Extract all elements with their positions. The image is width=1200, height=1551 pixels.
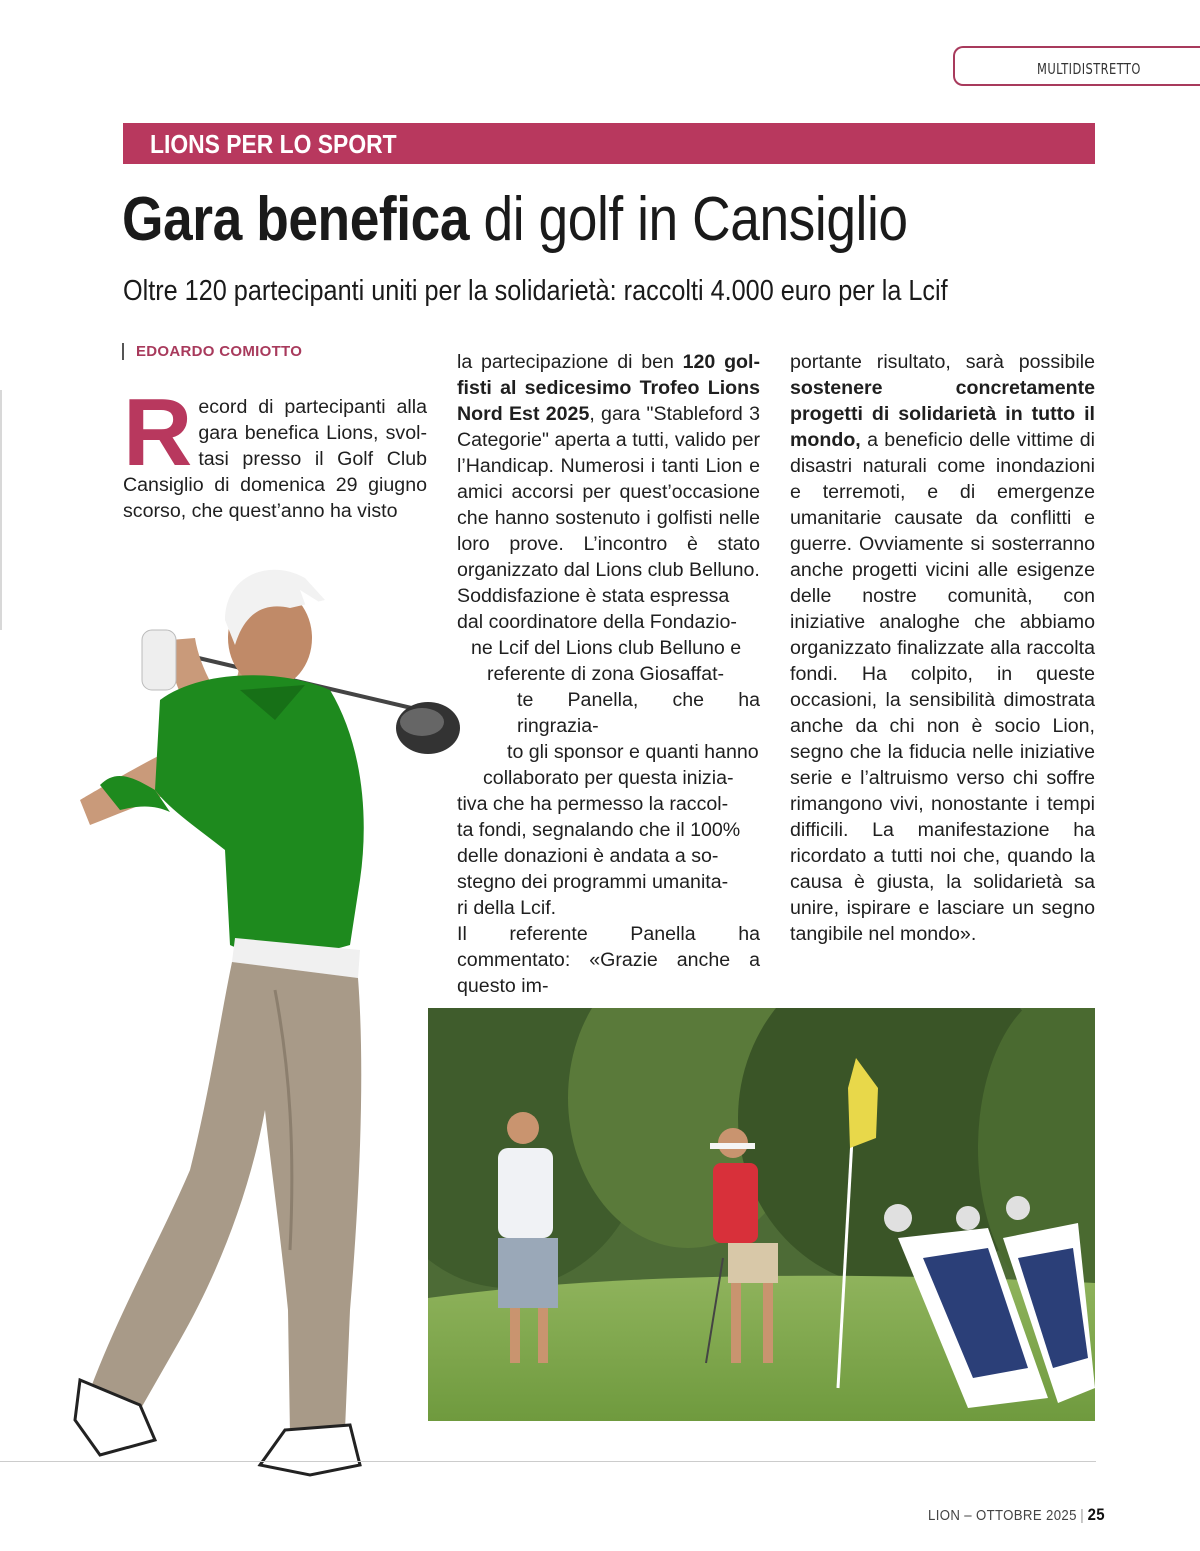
column-3 — [790, 349, 1095, 947]
edge-mark — [0, 390, 2, 630]
title-bold: Gara benefica — [122, 185, 470, 254]
footer-separator: | — [1080, 1507, 1085, 1524]
footer-publication: LION – OTTOBRE 2025 — [928, 1507, 1077, 1524]
col3-para: portante risultato, sarà possibile sostenere concretamente progetti di solidarietà in tutto il mondo, a beneficio delle vittime di disastri naturali come inondazioni e terremoti, e di emergenze umanitarie causate da conflitti e guerre. Ovviamente si sosterranno anche progetti vicini alle esigenze delle nostre comunità, con iniziative analoghe che abbiamo organizzato finalizzate alla raccolta fondi. Ha colpito, in queste occasioni, la sensibilità dimostrata anche da chi non è socio Lion, segno che la fiducia nelle iniziative serie e l’altruismo verso chi soffre rimangono vivi, nonostante i tempi difficili. La manifestazione ha ricordato a tutti noi che, quando la causa è giusta, la solidarietà sa unire, ispirare e lasciare un segno tangibile nel mondo». — [790, 351, 1095, 945]
section-label: MULTIDISTRETTO — [1037, 60, 1141, 78]
article-title — [122, 184, 908, 255]
footer-rule — [0, 1461, 1096, 1462]
category-label: LIONS PER LO SPORT — [150, 129, 397, 159]
page-footer — [928, 1505, 1105, 1525]
golf-course-photo — [428, 1008, 1095, 1421]
drop-cap: R — [123, 379, 193, 486]
article-subtitle: Oltre 120 partecipanti uniti per la solidarietà: raccolti 4.000 euro per la Lcif — [123, 275, 948, 307]
col2-para-1: la partecipazione di ben 120 gol-fisti al sedicesimo Trofeo Lions Nord Est 2025, gara "Stableford 3 Categorie" aperta a tutti, valido per l’Handicap. Numerosi i tanti Lion e amici accorsi per quest’occasione che hanno sostenuto i golfisti nelle loro prove. L’incontro è stato organizzato dal Lions club Belluno. — [457, 351, 760, 581]
col1-text: ecord di partecipanti alla gara benefica Lions, svol- tasi presso il Golf Club Cansiglio di domenica 29 giugno scorso, che quest’anno ha visto — [123, 396, 427, 522]
author-byline: EDOARDO COMIOTTO — [122, 343, 302, 360]
page-number: 25 — [1087, 1505, 1105, 1524]
col2-para-2: Soddisfazione è stata espressa dal coordinatore della Fondazio- ne Lcif del Lions club Belluno e referente di zona Giosaffat- te Panella, che ha ringrazia- to gli sponsor e quanti hanno collaborato per questa inizia- tiva che ha permesso la raccol- ta fondi, segnalando che il 100% delle donazioni è andata a so- stegno dei programmi umanita- ri della Lcif. — [457, 585, 760, 919]
golfer-figure — [60, 550, 480, 1510]
col2-para-3: Il referente Panella ha commentato: «Grazie anche a questo im- — [457, 923, 760, 997]
title-light: di golf in Cansiglio — [469, 185, 908, 254]
category-bar — [123, 123, 1095, 164]
column-2 — [457, 349, 760, 999]
column-1 — [123, 379, 427, 524]
section-tab — [953, 46, 1200, 86]
